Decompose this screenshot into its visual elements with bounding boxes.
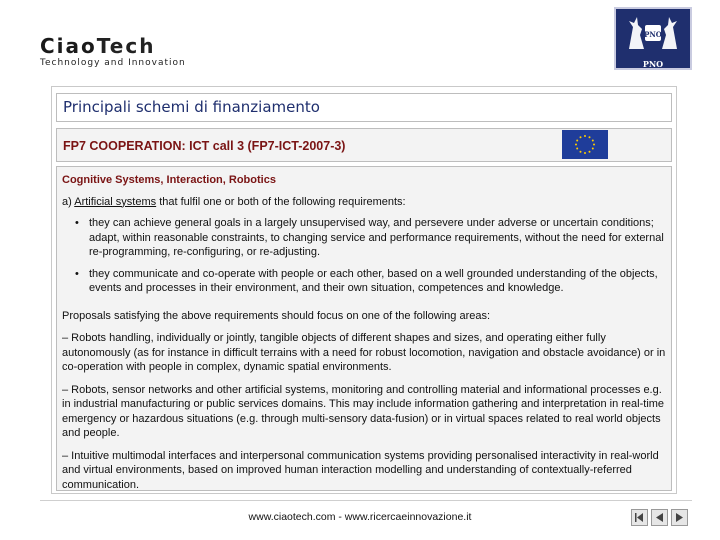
footer-links: www.ciaotech.com - www.ricercaeinnovazione.it xyxy=(248,511,472,523)
logo-tagline: Technology and Innovation xyxy=(40,58,186,68)
logo-brand xyxy=(40,36,186,56)
next-page-icon xyxy=(674,512,685,523)
first-page-icon xyxy=(634,512,645,523)
pno-logo xyxy=(614,7,692,79)
area-item: – Intuitive multimodal interfaces and interpersonal communication systems providing personalised interactivity in real-world and virtual environments, based on improved human interaction modelling and understanding of contextually-referred communication. xyxy=(62,449,659,491)
bullet-text: they communicate and co-operate with people or each other, based on a well grounded understanding of the objects, events and processes in their environment, and their own situation, competences and knowledge. xyxy=(89,267,658,294)
prev-page-icon xyxy=(654,512,665,523)
slide-title: Principali schemi di finanziamento xyxy=(63,98,320,116)
content-box xyxy=(56,166,672,491)
ciaotech-logo xyxy=(40,36,186,68)
intro-prefix: a) xyxy=(62,195,75,208)
logo-brand-part1: Ciao xyxy=(40,34,97,58)
bullet-text: they can achieve general goals in a largely unsupervised way, and persevere under adverse or uncertain conditions; adapt, within reasonable constraints, to changing service and performance requirements, without the need for external re-programming, re-configuring, or re-adjusting. xyxy=(89,217,664,258)
list-item xyxy=(62,267,666,296)
intro-rest: that fulfil one or both of the following requirements: xyxy=(156,195,406,208)
bullet-icon: • xyxy=(75,267,79,280)
prev-page-button[interactable] xyxy=(651,509,668,526)
focus-intro: Proposals satisfying the above requirements should focus on one of the following areas: xyxy=(62,309,491,322)
slide-subtitle: FP7 COOPERATION: ICT call 3 (FP7-ICT-2007-3) xyxy=(63,139,346,153)
intro-line xyxy=(62,195,666,210)
intro-underlined: Artificial systems xyxy=(74,195,157,208)
eu-flag-icon xyxy=(562,130,608,159)
area-item: – Robots, sensor networks and other artificial systems, monitoring and controlling material and informational processes e.g. in industrial manufacturing or public services domains. This may include information gathering and interpretation in real-time emergency or hazardous situations (e.g. through multi-sensory data-fusion) or in virtual spaces related to real world objects and people. xyxy=(62,383,665,439)
pno-logo-text: PNO Consultants xyxy=(626,59,680,79)
area-item: – Robots handling, individually or jointly, tangible objects of different shapes and sizes, and operating either fully autonomously (as for instance in difficult terrains with a need for robust locomotion, navigation and obstacle avoidance) or in co-operation with people in complex, dynamic spatial environments. xyxy=(62,332,666,373)
slide-title-bar xyxy=(56,93,672,122)
pno-badge-text: PNO xyxy=(644,30,662,39)
pno-crest-icon xyxy=(623,13,683,53)
bullet-icon: • xyxy=(75,217,79,229)
first-page-button[interactable] xyxy=(631,509,648,526)
list-item xyxy=(62,216,666,260)
footer-divider xyxy=(40,500,692,501)
next-page-button[interactable] xyxy=(671,509,688,526)
section-heading: Cognitive Systems, Interaction, Robotics xyxy=(62,174,276,186)
logo-brand-part2: Tech xyxy=(96,34,156,58)
